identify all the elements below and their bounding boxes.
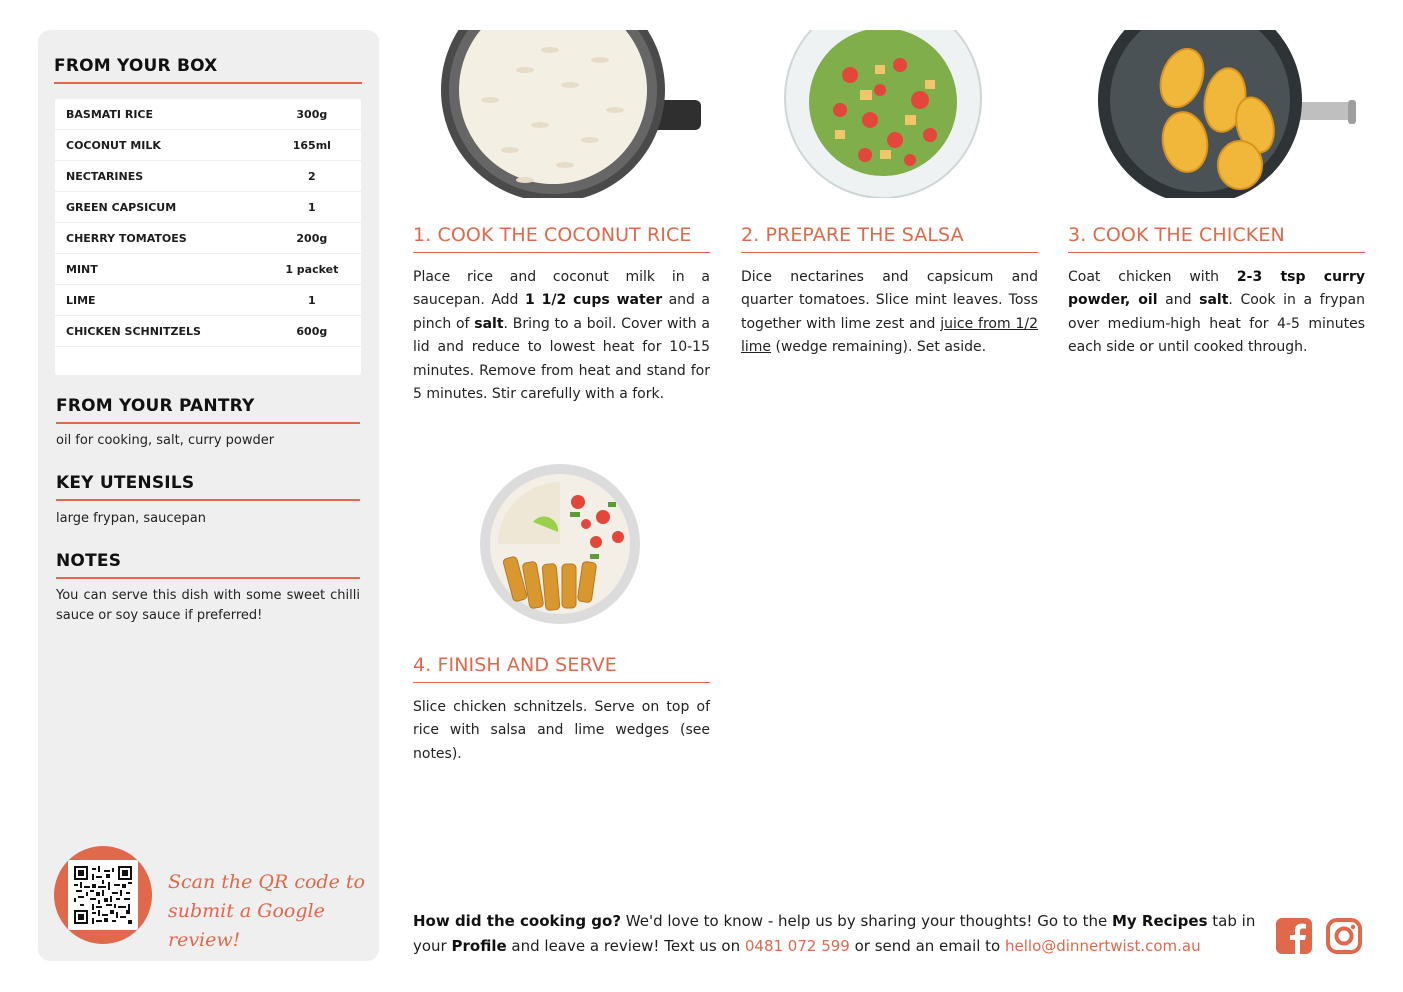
ingredient-qty: 165ml (292, 138, 331, 152)
step-text-run: (wedge remaining). Set aside. (771, 339, 987, 356)
notes-heading: NOTES (56, 551, 360, 579)
footer-text: tab in your (413, 912, 1256, 955)
utensils-heading: KEY UTENSILS (56, 473, 360, 501)
pantry-heading: FROM YOUR PANTRY (56, 396, 360, 424)
step-text-run: Place rice and coconut milk in a saucepan. Add (413, 269, 710, 309)
ingredient-name: CHICKEN SCHNITZELS (66, 324, 201, 338)
ingredient-row (55, 285, 361, 316)
ingredient-name: LIME (66, 293, 96, 307)
facebook-icon[interactable] (1275, 917, 1313, 955)
ingredient-name: BASMATI RICE (66, 107, 154, 121)
step-text-run: Dice nectarines and capsicum and quarter tomatoes. Slice mint leaves. Toss together with lime zest and (741, 269, 1038, 332)
ingredient-name: GREEN CAPSICUM (66, 200, 177, 214)
ingredient-row (55, 130, 361, 161)
footer-text: and leave a review! Text us on (506, 937, 745, 955)
step-text-run: and (1157, 292, 1200, 309)
step-text-run: Coat chicken with (1068, 269, 1237, 285)
ingredient-name: COCONUT MILK (66, 138, 161, 152)
step-text-run: and a pinch of (413, 292, 710, 332)
step-text-run: . Cook in a frypan over medium-high heat for 4-5 minutes each side or until cooked through. (1068, 292, 1365, 356)
step-3-photo (1090, 30, 1360, 198)
notes-text: You can serve this dish with some sweet chilli sauce or soy sauce if preferred! (56, 588, 360, 623)
ingredient-name: MINT (66, 262, 98, 276)
ingredient-row (55, 316, 361, 347)
ingredient-qty: 1 (308, 200, 316, 214)
ingredient-qty: 200g (296, 231, 328, 245)
ingredient-row (55, 254, 361, 285)
step-text-bold: 1 1/2 cups water (524, 292, 663, 309)
ingredient-row (55, 223, 361, 254)
step-2-text (741, 266, 1038, 360)
qr-caption (168, 868, 368, 955)
step-4-photo (478, 462, 642, 626)
utensils-text: large frypan, saucepan (56, 511, 206, 526)
review-footer (413, 909, 1263, 959)
qr-caption-line-2: submit a Google review! (168, 900, 325, 951)
pantry-text: oil for cooking, salt, curry powder (56, 433, 275, 448)
step-4-title: 4. FINISH AND SERVE (413, 654, 710, 683)
from-your-box-heading: FROM YOUR BOX (54, 56, 362, 84)
ingredient-name: NECTARINES (66, 169, 144, 183)
instagram-icon[interactable] (1325, 917, 1363, 955)
ingredient-qty: 1 packet (285, 262, 339, 276)
step-1-title: 1. COOK THE COCONUT RICE (413, 224, 710, 253)
ingredient-qty: 600g (296, 324, 328, 338)
step-1-photo (430, 30, 705, 198)
step-text-bold: salt (1199, 292, 1229, 309)
step-2-title: 2. PREPARE THE SALSA (741, 224, 1038, 253)
qr-code-badge[interactable] (54, 846, 152, 944)
step-3-title: 3. COOK THE CHICKEN (1068, 224, 1365, 253)
ingredient-row (55, 99, 361, 130)
step-text-run: . Bring to a boil. Cover with a lid and reduce to lowest heat for 10-15 minutes. Remove from heat and stand for 5 minutes. Stir carefully with a fork. (413, 315, 710, 403)
ingredients-table (55, 99, 361, 375)
profile-label: Profile (451, 937, 507, 955)
qr-code-icon[interactable] (68, 860, 138, 930)
ingredient-qty: 1 (308, 293, 316, 307)
footer-text: We'd love to know - help us by sharing your thoughts! Go to the (621, 912, 1112, 930)
phone-link[interactable]: 0481 072 599 (744, 937, 850, 955)
ingredient-row (55, 192, 361, 223)
step-text-bold: 2-3 tsp curry powder, oil (1068, 269, 1365, 309)
step-text-bold: salt (474, 315, 504, 332)
ingredient-name: CHERRY TOMATOES (66, 231, 187, 245)
qr-caption-line-1: Scan the QR code to (168, 871, 365, 893)
step-4-text (413, 696, 710, 766)
footer-text: or send an email to (849, 937, 1005, 955)
ingredient-qty: 2 (308, 169, 316, 183)
step-2-photo (780, 30, 990, 198)
ingredient-qty: 300g (296, 107, 328, 121)
step-text-underline: juice from 1/2 lime (741, 315, 1038, 356)
footer-question: How did the cooking go? (413, 912, 622, 930)
step-3-text (1068, 266, 1365, 360)
sidebar-panel (38, 30, 379, 961)
step-1-text (413, 266, 710, 406)
my-recipes-label: My Recipes (1111, 912, 1208, 930)
step-text-run: Slice chicken schnitzels. Serve on top of rice with salsa and lime wedges (see notes). (413, 699, 710, 762)
email-link[interactable]: hello@dinnertwist.com.au (1005, 937, 1201, 955)
ingredient-row (55, 161, 361, 192)
